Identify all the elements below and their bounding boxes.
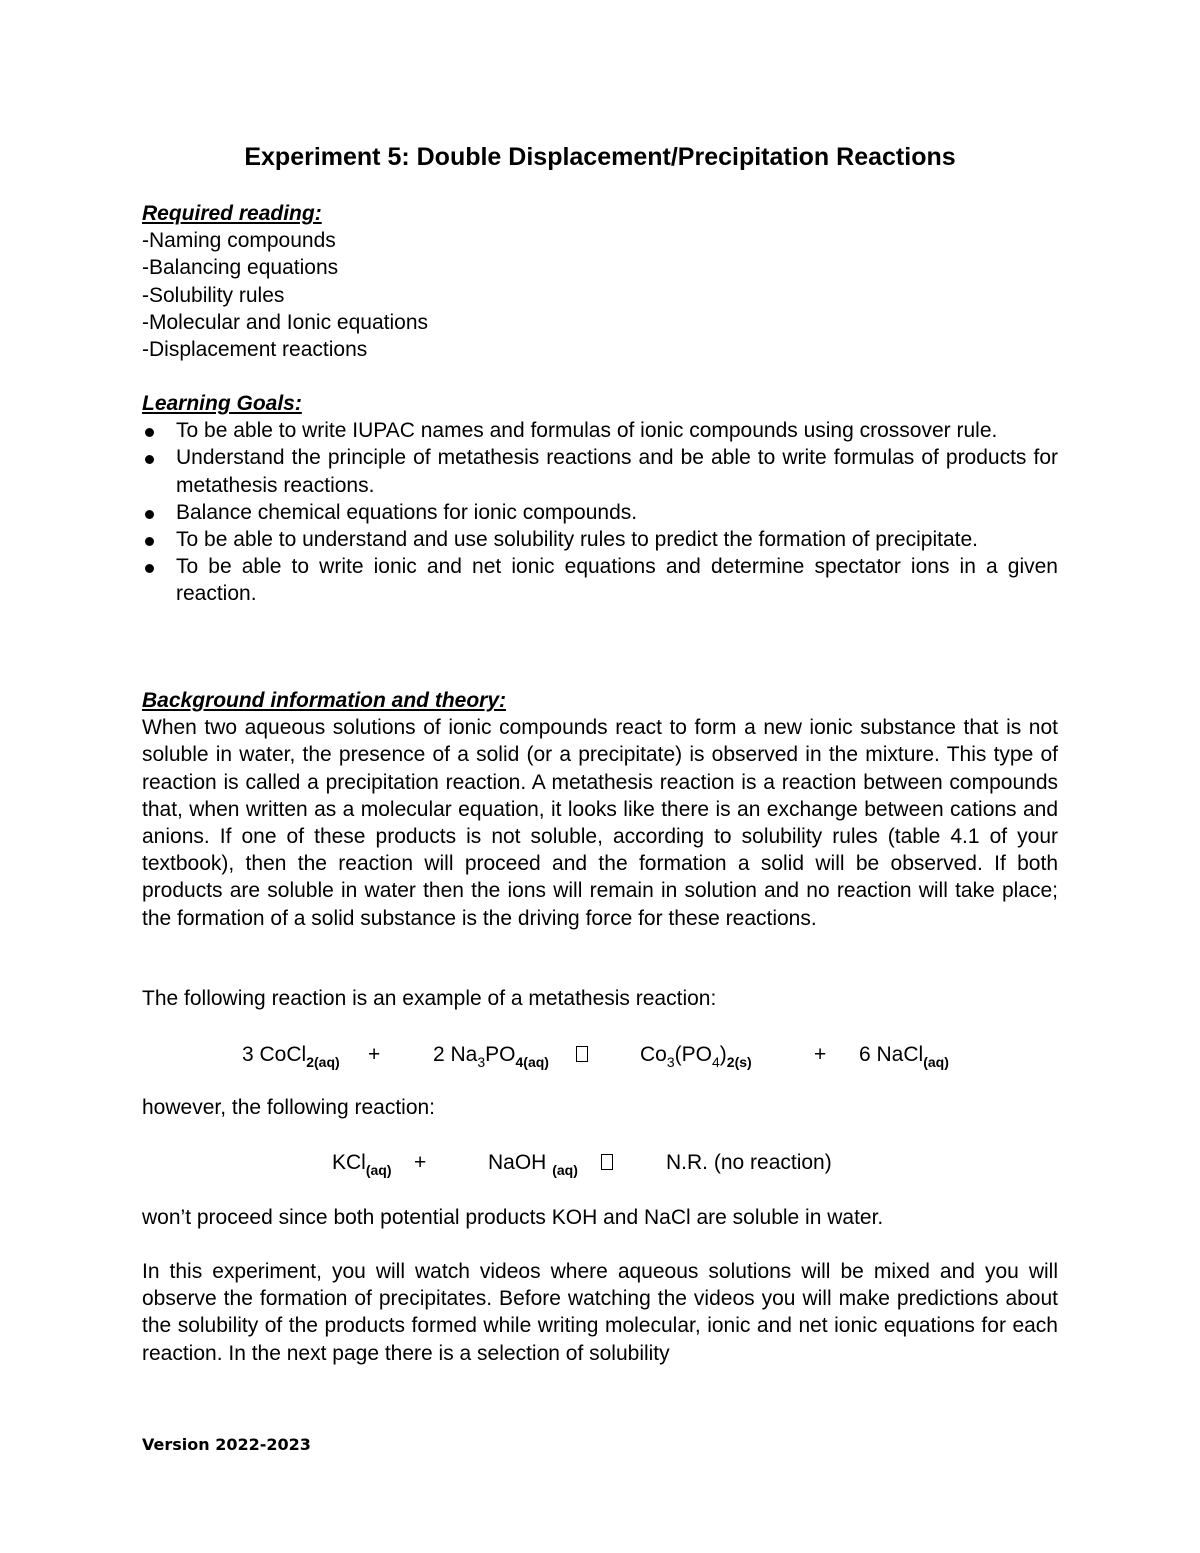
goal-text: To be able to write IUPAC names and formulas of ionic compounds using crossover rule. xyxy=(176,419,998,443)
eq1-product-1-group xyxy=(640,1041,752,1068)
eq1-reactant-2-state: 4(aq) xyxy=(515,1054,549,1070)
eq1-product-1-b: (PO xyxy=(674,1043,712,1066)
learning-goals-list xyxy=(142,417,1058,607)
list-item xyxy=(142,444,1058,498)
required-reading-heading: Required reading: xyxy=(142,202,322,225)
eq2-plus: + xyxy=(414,1151,427,1174)
eq1-product-1-c: ) xyxy=(719,1043,727,1066)
required-reading-section xyxy=(142,200,1058,363)
eq2-reactant-1: KCl xyxy=(332,1151,366,1174)
equation-1 xyxy=(242,1041,340,1068)
eq2-reactant-2-state: (aq) xyxy=(552,1162,578,1178)
bullet-icon xyxy=(145,510,154,519)
list-item xyxy=(142,417,1058,444)
learning-goals-section xyxy=(142,390,1058,608)
bullet-icon xyxy=(145,537,154,546)
eq1-plus-1: + xyxy=(368,1043,381,1066)
bullet-icon xyxy=(145,428,154,437)
list-item: -Displacement reactions xyxy=(142,338,368,362)
eq1-product-2-state: (aq) xyxy=(923,1054,949,1070)
list-item: -Balancing equations xyxy=(142,256,339,280)
eq1-sub: 3 xyxy=(666,1054,675,1070)
equation-2 xyxy=(332,1149,392,1176)
list-item: -Naming compounds xyxy=(142,229,336,253)
required-reading-list xyxy=(142,227,1058,363)
eq1-product-1-state: 2(s) xyxy=(726,1054,752,1070)
goal-text: To be able to write ionic and net ionic equations and determine spectator ions in a given reaction. xyxy=(176,555,1058,606)
document-page xyxy=(142,0,1058,1553)
background-heading: Background information and theory: xyxy=(142,689,507,712)
goal-text: Balance chemical equations for ionic compounds. xyxy=(176,500,638,524)
eq1-product-1: Co xyxy=(640,1043,667,1066)
list-item xyxy=(142,499,1058,526)
eq1-reactant-2: 2 Na xyxy=(433,1043,478,1066)
eq1-reactant-1-state: 2(aq) xyxy=(306,1054,340,1070)
eq2-reactant-2-group xyxy=(488,1149,578,1176)
learning-goals-heading: Learning Goals: xyxy=(142,392,302,415)
eq2-reactant-1-state: (aq) xyxy=(365,1162,392,1178)
list-item: -Solubility rules xyxy=(142,283,285,307)
eq2-reactant-2: NaOH xyxy=(488,1151,553,1174)
eq1-sub: 3 xyxy=(477,1054,486,1070)
arrow-icon xyxy=(576,1041,588,1068)
eq1-product-2: 6 NaCl xyxy=(859,1043,924,1066)
final-paragraph: In this experiment, you will watch videos where aqueous solutions will be mixed and you will observe the formation of precipitates. Before watching the videos you will make predictions about the solubility of the products formed while writing molecular, ionic and net ionic equations for each reaction. In the next page there is a selection of solubility xyxy=(142,1260,1058,1365)
eq1-plus-2: + xyxy=(814,1043,827,1066)
eq1-sub: 4 xyxy=(712,1054,720,1070)
wont-proceed-text: won’t proceed since both potential products KOH and NaCl are soluble in water. xyxy=(142,1206,884,1229)
version-footer: Version 2022-2023 xyxy=(142,1435,311,1454)
page-title: Experiment 5: Double Displacement/Precipitation Reactions xyxy=(244,143,956,171)
list-item: -Molecular and Ionic equations xyxy=(142,310,429,334)
eq1-reactant-2-mid: PO xyxy=(485,1043,516,1066)
background-section xyxy=(142,687,1058,932)
list-item xyxy=(142,526,1058,553)
background-paragraph: When two aqueous solutions of ionic compounds react to form a new ionic substance that is not soluble in water, the presence of a solid (or a precipitate) is observed in the mixture. This type of reaction is called a precipitation reaction. A metathesis reaction is a reaction between compounds that, when written as a molecular equation, it looks like there is an exchange between cations and anions. If one of these products is not soluble, according to solubility rules (table 4.1 of your textbook), then the reaction will proceed and the formation a solid will be observed. If both products are soluble in water then the ions will remain in solution and no reaction will take place; the formation of a solid substance is the driving force for these reactions. xyxy=(142,716,1058,930)
list-item xyxy=(142,553,1058,607)
eq1-reactant-2-group xyxy=(433,1041,549,1068)
final-section xyxy=(142,1258,1058,1367)
bullet-icon xyxy=(145,455,154,464)
arrow-icon xyxy=(601,1149,613,1176)
eq2-product: N.R. (no reaction) xyxy=(666,1151,832,1174)
eq1-reactant-1: 3 CoCl xyxy=(242,1043,307,1066)
goal-text: Understand the principle of metathesis reactions and be able to write formulas of products for metathesis reactions. xyxy=(176,446,1058,497)
bullet-icon xyxy=(145,564,154,573)
however-text: however, the following reaction: xyxy=(142,1096,436,1119)
example-intro: The following reaction is an example of a metathesis reaction: xyxy=(142,987,717,1010)
eq1-product-2-group xyxy=(859,1041,949,1068)
goal-text: To be able to understand and use solubility rules to predict the formation of precipitate. xyxy=(176,528,978,552)
